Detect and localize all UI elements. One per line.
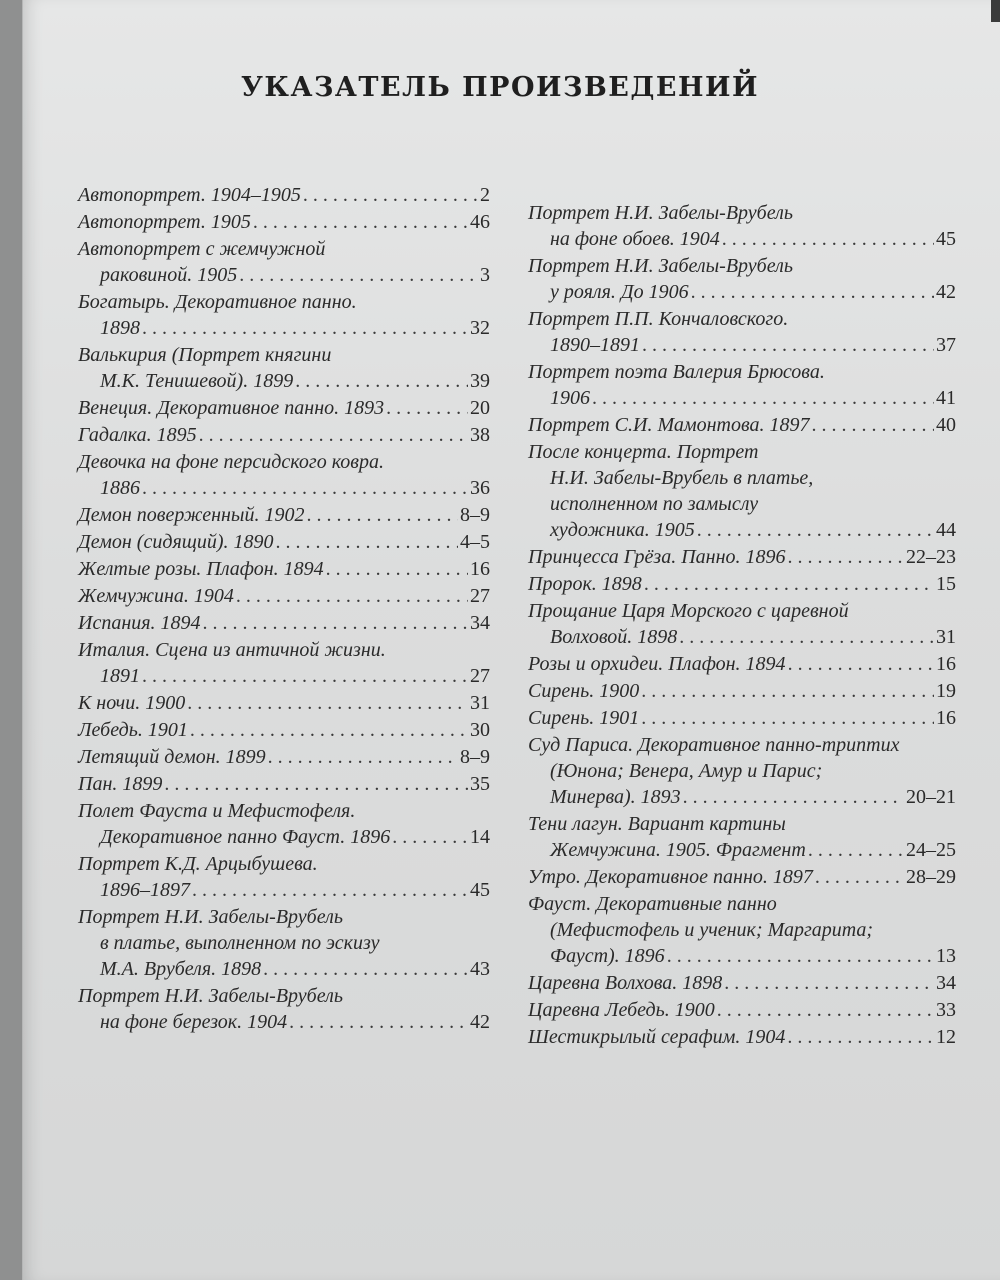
entry-title-line: Портрет П.П. Кончаловского. (528, 308, 789, 330)
page-number: 22–23 (906, 546, 956, 568)
index-entry (78, 182, 490, 208)
page-number: 34 (936, 972, 956, 994)
dot-leader (263, 956, 468, 982)
dot-leader (641, 705, 934, 731)
page-number: 15 (936, 573, 956, 595)
page-number: 33 (936, 999, 956, 1021)
dot-leader (788, 651, 934, 677)
page-number: 31 (936, 626, 956, 648)
page-number: 45 (470, 879, 490, 901)
index-entry (528, 970, 956, 996)
entry-title-line: 1906 (550, 387, 590, 409)
page-number: 8–9 (460, 504, 490, 526)
dot-leader (253, 209, 468, 235)
dot-leader (303, 182, 478, 208)
index-column-right (528, 200, 956, 1051)
dot-leader (239, 262, 478, 288)
dot-leader (142, 315, 468, 341)
entry-title-line: 1898 (100, 317, 140, 339)
entry-title-line: Пан. 1899 (78, 773, 163, 795)
entry-title-line: Суд Париса. Декоративное панно-триптих (528, 734, 900, 756)
page-number: 12 (936, 1026, 956, 1048)
index-entry (78, 342, 490, 394)
index-entry (78, 556, 490, 582)
index-entry (528, 651, 956, 677)
entry-title-line: Портрет поэта Валерия Брюсова. (528, 361, 825, 383)
dot-leader (812, 412, 934, 438)
index-entry (528, 598, 956, 650)
dot-leader (142, 475, 468, 501)
entry-title-line: художника. 1905 (550, 519, 695, 541)
index-entry (78, 529, 490, 555)
dot-leader (683, 784, 904, 810)
page-number: 13 (936, 945, 956, 967)
entry-title-line: Царевна Лебедь. 1900 (528, 999, 715, 1021)
index-entry (78, 637, 490, 689)
index-entry (78, 502, 490, 528)
entry-title-line: Гадалка. 1895 (78, 424, 197, 446)
dot-leader (815, 864, 904, 890)
entry-title-line: К ночи. 1900 (78, 692, 186, 714)
index-entry (78, 209, 490, 235)
dot-leader (392, 824, 468, 850)
entry-title-line: Демон поверженный. 1902 (78, 504, 305, 526)
page-number: 42 (936, 281, 956, 303)
entry-title-line: Портрет Н.И. Забелы-Врубель (528, 255, 793, 277)
page-number: 38 (470, 424, 490, 446)
entry-title-line: Принцесса Грёза. Панно. 1896 (528, 546, 786, 568)
index-entry (78, 449, 490, 501)
entry-title-line: Автопортрет. 1904–1905 (78, 184, 301, 206)
entry-title-line: Автопортрет с жемчужной (78, 238, 326, 260)
entry-title-line: Портрет Н.И. Забелы-Врубель (528, 202, 793, 224)
entry-title-line: Пророк. 1898 (528, 573, 642, 595)
page-number: 16 (936, 653, 956, 675)
entry-title-line: 1886 (100, 477, 140, 499)
entry-title-line: (Мефистофель и ученик; Маргарита; (550, 919, 874, 941)
entry-title-line: Венеция. Декоративное панно. 1893 (78, 397, 385, 419)
entry-title-line: на фоне березок. 1904 (100, 1011, 288, 1033)
entry-title-line: Богатырь. Декоративное панно. (78, 291, 357, 313)
page-number: 36 (470, 477, 490, 499)
index-entry (78, 236, 490, 288)
index-entry (528, 705, 956, 731)
entry-title-line: Тени лагун. Вариант картины (528, 813, 786, 835)
entry-title-line: у рояля. До 1906 (550, 281, 689, 303)
entry-title-line: Девочка на фоне персидского ковра. (78, 451, 384, 473)
page-number: 28–29 (906, 866, 956, 888)
dot-leader (164, 771, 468, 797)
dot-leader (691, 279, 934, 305)
dot-leader (788, 544, 905, 570)
dot-leader (717, 997, 934, 1023)
page-number: 40 (936, 414, 956, 436)
entry-title-line: Испания. 1894 (78, 612, 201, 634)
index-entry (528, 811, 956, 863)
dot-leader (592, 385, 934, 411)
entry-title-line: Портрет Н.И. Забелы-Врубель (78, 906, 343, 928)
index-entry (528, 544, 956, 570)
page-number: 44 (936, 519, 956, 541)
entry-title-line: Жемчужина. 1904 (78, 585, 234, 607)
entry-title-line: М.К. Тенишевой). 1899 (100, 370, 294, 392)
page-number: 4–5 (460, 531, 490, 553)
page-number: 39 (470, 370, 490, 392)
page-number: 46 (470, 211, 490, 233)
index-entry (528, 891, 956, 969)
index-entry (528, 1024, 956, 1050)
dot-leader (722, 226, 934, 252)
index-entry (528, 306, 956, 358)
entry-title-line: в платье, выполненном по эскизу (100, 932, 380, 954)
dot-leader (644, 571, 934, 597)
page-number: 45 (936, 228, 956, 250)
entry-title-line: на фоне обоев. 1904 (550, 228, 720, 250)
entry-title-line: (Юнона; Венера, Амур и Парис; (550, 760, 823, 782)
index-entry (78, 422, 490, 448)
dot-leader (808, 837, 904, 863)
entry-title-line: Волховой. 1898 (550, 626, 678, 648)
page-number: 31 (470, 692, 490, 714)
index-entry (528, 864, 956, 890)
entry-title-line: Италия. Сцена из античной жизни. (78, 639, 386, 661)
entry-title-line: Шестикрылый серафим. 1904 (528, 1026, 786, 1048)
page-number: 35 (470, 773, 490, 795)
entry-title-line: Утро. Декоративное панно. 1897 (528, 866, 813, 888)
page-number: 34 (470, 612, 490, 634)
page-number: 42 (470, 1011, 490, 1033)
page-number: 37 (936, 334, 956, 356)
index-entry (78, 851, 490, 903)
entry-title-line: Декоративное панно Фауст. 1896 (100, 826, 391, 848)
page-number: 20 (470, 397, 490, 419)
page-number: 16 (470, 558, 490, 580)
page-number: 32 (470, 317, 490, 339)
page-number: 14 (470, 826, 490, 848)
index-entry (78, 904, 490, 982)
entry-title-line: раковиной. 1905 (100, 264, 238, 286)
entry-title-line: 1890–1891 (550, 334, 640, 356)
entry-title-line: Фауст). 1896 (550, 945, 665, 967)
index-entry (528, 200, 956, 252)
page-number: 8–9 (460, 746, 490, 768)
index-entry (78, 583, 490, 609)
index-entry (528, 412, 956, 438)
entry-title-line: Жемчужина. 1905. Фрагмент (550, 839, 806, 861)
entry-title-line: исполненном по замыслу (550, 493, 759, 515)
entry-title-line: Сирень. 1901 (528, 707, 640, 729)
dot-leader (667, 943, 934, 969)
entry-title-line: Валькирия (Портрет княгини (78, 344, 332, 366)
entry-title-line: 1896–1897 (100, 879, 190, 901)
index-entry (528, 253, 956, 305)
index-entry (528, 359, 956, 411)
dot-leader (142, 663, 468, 689)
entry-title-line: Лебедь. 1901 (78, 719, 188, 741)
dot-leader (679, 624, 934, 650)
entry-title-line: Розы и орхидеи. Плафон. 1894 (528, 653, 786, 675)
dot-leader (203, 610, 468, 636)
dot-leader (295, 368, 468, 394)
dot-leader (199, 422, 468, 448)
dot-leader (276, 529, 459, 555)
index-entry (78, 798, 490, 850)
dot-leader (642, 332, 934, 358)
index-entry (78, 395, 490, 421)
index-entry (78, 610, 490, 636)
index-entry (78, 690, 490, 716)
page-number: 27 (470, 665, 490, 687)
dot-leader (326, 556, 468, 582)
entry-title-line: Прощание Царя Морского с царевной (528, 600, 849, 622)
page-number: 41 (936, 387, 956, 409)
index-entry (78, 744, 490, 770)
entry-title-line: Автопортрет. 1905 (78, 211, 251, 233)
index-column-left (78, 182, 490, 1036)
page-number: 3 (480, 264, 490, 286)
page-number: 16 (936, 707, 956, 729)
index-entry (528, 997, 956, 1023)
index-entry (78, 289, 490, 341)
dot-leader (190, 717, 468, 743)
entry-title-line: Летящий демон. 1899 (78, 746, 266, 768)
page-number: 27 (470, 585, 490, 607)
dot-leader (697, 517, 934, 543)
entry-title-line: М.А. Врубеля. 1898 (100, 958, 262, 980)
entry-title-line: Портрет С.И. Мамонтова. 1897 (528, 414, 810, 436)
index-entry (78, 771, 490, 797)
index-entry (528, 571, 956, 597)
page-number: 2 (480, 184, 490, 206)
entry-title-line: Царевна Волхова. 1898 (528, 972, 723, 994)
entry-title-line: Н.И. Забелы-Врубель в платье, (550, 467, 814, 489)
page-edge-shadow (991, 0, 1000, 22)
index-entry (78, 717, 490, 743)
index-entry (528, 678, 956, 704)
index-entry (78, 983, 490, 1035)
dot-leader (306, 502, 458, 528)
entry-title-line: Желтые розы. Плафон. 1894 (78, 558, 324, 580)
page-number: 43 (470, 958, 490, 980)
page-title: УКАЗАТЕЛЬ ПРОИЗВЕДЕНИЙ (241, 72, 759, 103)
entry-title-line: Сирень. 1900 (528, 680, 640, 702)
entry-title-line: 1891 (100, 665, 140, 687)
page-number: 20–21 (906, 786, 956, 808)
entry-title-line: Фауст. Декоративные панно (528, 893, 777, 915)
entry-title-line: Полет Фауста и Мефистофеля. (78, 800, 356, 822)
index-entry (528, 732, 956, 810)
dot-leader (386, 395, 468, 421)
dot-leader (268, 744, 458, 770)
dot-leader (289, 1009, 468, 1035)
entry-title-line: Демон (сидящий). 1890 (78, 531, 274, 553)
page-number: 19 (936, 680, 956, 702)
entry-title-line: Портрет К.Д. Арцыбушева. (78, 853, 318, 875)
page-number: 24–25 (906, 839, 956, 861)
dot-leader (787, 1024, 934, 1050)
dot-leader (641, 678, 934, 704)
dot-leader (236, 583, 468, 609)
dot-leader (192, 877, 468, 903)
entry-title-line: Минерва). 1893 (550, 786, 681, 808)
index-entry (528, 439, 956, 543)
entry-title-line: После концерта. Портрет (528, 441, 759, 463)
entry-title-line: Портрет Н.И. Забелы-Врубель (78, 985, 343, 1007)
dot-leader (187, 690, 468, 716)
page-number: 30 (470, 719, 490, 741)
dot-leader (724, 970, 934, 996)
